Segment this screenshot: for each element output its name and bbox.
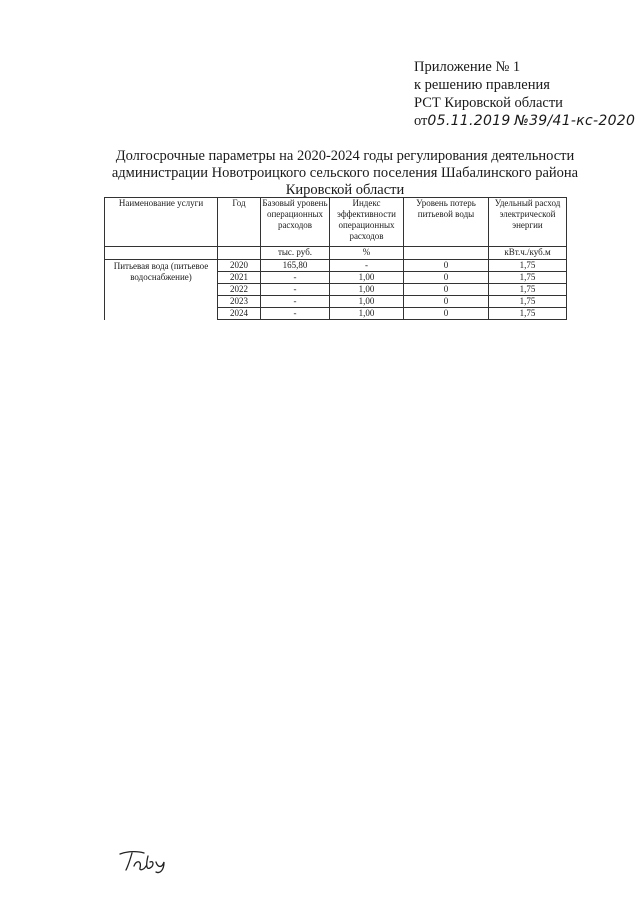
- parameters-table: [104, 197, 567, 320]
- date-prefix: от: [414, 113, 428, 129]
- appendix-date-line: [414, 112, 635, 130]
- appendix-decision-line: к решению правления: [414, 77, 550, 93]
- cell-efficiency-index: -: [330, 260, 404, 272]
- cell-base-opex: -: [261, 308, 330, 320]
- unit-efficiency-index: %: [330, 247, 404, 260]
- cell-base-opex: -: [261, 272, 330, 284]
- cell-year: 2020: [218, 260, 261, 272]
- appendix-number: Приложение № 1: [414, 59, 521, 75]
- table-units-row: [105, 247, 567, 260]
- cell-water-losses: 0: [404, 296, 489, 308]
- cell-year: 2021: [218, 272, 261, 284]
- appendix-header: [414, 58, 635, 130]
- cell-base-opex: 165,80: [261, 260, 330, 272]
- cell-efficiency-index: 1,00: [330, 308, 404, 320]
- unit-service: [105, 247, 218, 260]
- handwritten-signature: [118, 848, 170, 874]
- decision-number: №39/41-кс-2020: [514, 113, 636, 129]
- cell-year: 2022: [218, 284, 261, 296]
- header-water-losses: Уровень потерь питьевой воды: [404, 198, 489, 247]
- cell-energy: 1,75: [489, 260, 567, 272]
- cell-base-opex: -: [261, 284, 330, 296]
- cell-energy: 1,75: [489, 272, 567, 284]
- unit-energy: кВт.ч./куб.м: [489, 247, 567, 260]
- unit-year: [218, 247, 261, 260]
- appendix-authority: РСТ Кировской области: [414, 95, 563, 111]
- decision-date: 05.11.2019: [427, 113, 511, 129]
- title-line-1: Долгосрочные параметры на 2020-2024 годы регулирования деятельности: [115, 148, 575, 164]
- cell-energy: 1,75: [489, 284, 567, 296]
- title-line-3: Кировской области: [285, 182, 405, 198]
- table-row: [105, 260, 567, 272]
- header-service: Наименование услуги: [105, 198, 218, 247]
- cell-energy: 1,75: [489, 308, 567, 320]
- header-year: Год: [218, 198, 261, 247]
- header-energy-consumption: Удельный расход электрической энергии: [489, 198, 567, 247]
- unit-base-opex: тыс. руб.: [261, 247, 330, 260]
- cell-year: 2024: [218, 308, 261, 320]
- cell-water-losses: 0: [404, 284, 489, 296]
- cell-base-opex: -: [261, 296, 330, 308]
- header-efficiency-index: Индекс эффективности операционных расходов: [330, 198, 404, 247]
- service-name: Питьевая вода (питьевое водоснабжение): [105, 260, 218, 320]
- cell-efficiency-index: 1,00: [330, 296, 404, 308]
- cell-efficiency-index: 1,00: [330, 272, 404, 284]
- cell-energy: 1,75: [489, 296, 567, 308]
- title-line-2: администрации Новотроицкого сельского поселения Шабалинского района: [111, 165, 579, 181]
- cell-water-losses: 0: [404, 260, 489, 272]
- header-base-opex: Базовый уровень операционных расходов: [261, 198, 330, 247]
- cell-efficiency-index: 1,00: [330, 284, 404, 296]
- cell-year: 2023: [218, 296, 261, 308]
- unit-water-losses: [404, 247, 489, 260]
- table-header-row: [105, 198, 567, 247]
- cell-water-losses: 0: [404, 272, 489, 284]
- cell-water-losses: 0: [404, 308, 489, 320]
- document-title: [100, 148, 590, 199]
